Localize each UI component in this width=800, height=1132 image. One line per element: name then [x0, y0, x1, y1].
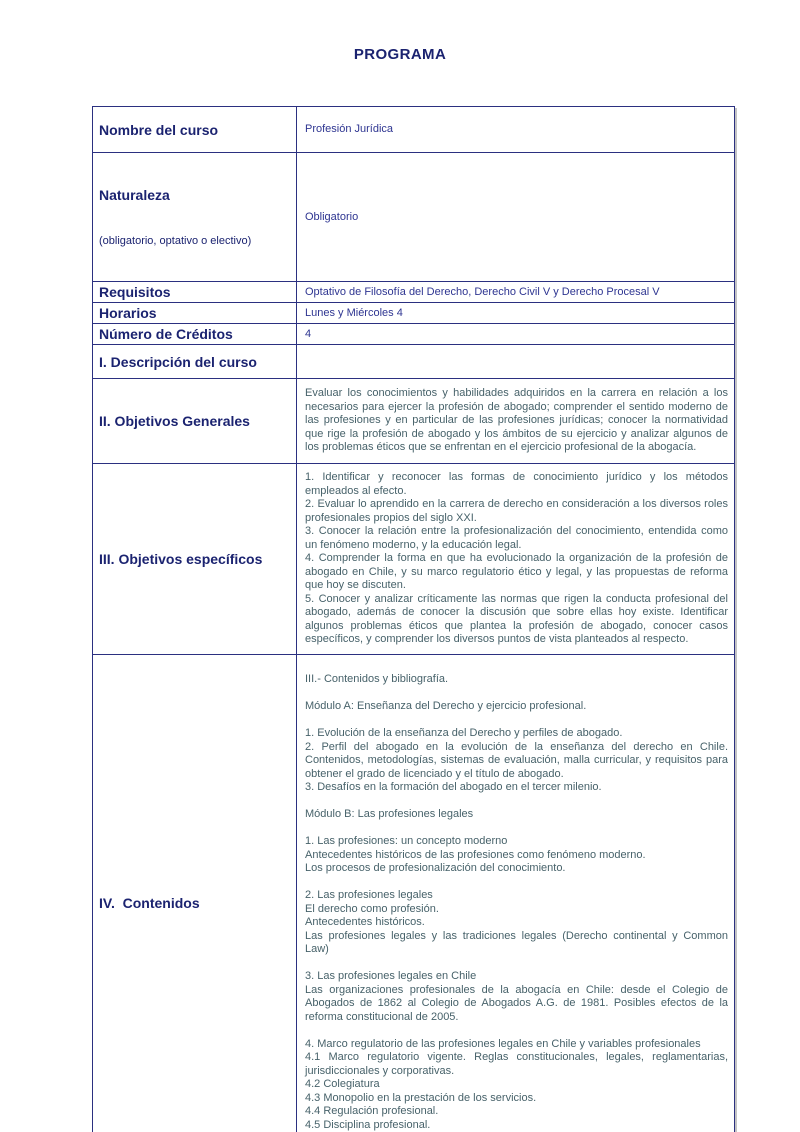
paragraph: Antecedentes históricos de las profesiones como fenómeno moderno.	[305, 848, 646, 861]
objetivos-especificos-body	[297, 464, 735, 655]
paragraph: 2. Las profesiones legales	[305, 889, 433, 901]
row-requisitos	[93, 282, 735, 303]
row-descripcion	[93, 345, 735, 379]
content-block	[305, 673, 728, 687]
paragraph: 4.1 Marco regulatorio vigente. Reglas constitucionales, legales, reglamentarias, jurisdiccionales y corporativas.	[305, 1051, 728, 1077]
requisitos-value: Optativo de Filosofía del Derecho, Derecho Civil V y Derecho Procesal V	[297, 282, 735, 303]
paragraph: Módulo A: Enseñanza del Derecho y ejercicio profesional.	[305, 700, 587, 712]
paragraph: 3. Desafíos en la formación del abogado en el tercer milenio.	[305, 781, 602, 793]
row-naturaleza	[93, 153, 735, 282]
paragraph: 2. Perfil del abogado en la evolución de la enseñanza del derecho en Chile. Contenidos, metodologías, sistemas de evaluación, malla curricular, y requisitos para obtener el grado de licenciado y el título de abogado.	[305, 740, 728, 780]
row-objetivos-generales	[93, 379, 735, 464]
contenidos-label: IV. Contenidos	[93, 655, 297, 1132]
nombre-curso-label: Nombre del curso	[93, 107, 297, 153]
content-block	[305, 808, 728, 822]
course-table	[92, 106, 735, 1132]
paragraph: 4. Marco regulatorio de las profesiones legales en Chile y variables profesionales	[305, 1037, 701, 1050]
paragraph: 5. Conocer y analizar críticamente las normas que rigen la conducta profesional del abogado, además de conocer la discusión que sobre ellas hoy existe. Identificar algunos problemas éticos que plantea la profesión de abogado, conocer casos específicos, y comprender los diversos puntos de vista planteados al respecto.	[305, 592, 728, 646]
paragraph: 1. Evolución de la enseñanza del Derecho y perfiles de abogado.	[305, 727, 623, 739]
paragraph: Módulo B: Las profesiones legales	[305, 808, 474, 820]
row-creditos	[93, 324, 735, 345]
content-block	[305, 889, 728, 957]
paragraph: Las profesiones legales y las tradiciones legales (Derecho continental y Common Law)	[305, 929, 728, 955]
content-block	[305, 970, 728, 1024]
requisitos-label: Requisitos	[93, 282, 297, 303]
creditos-value: 4	[297, 324, 735, 345]
paragraph: Antecedentes históricos.	[305, 916, 425, 928]
paragraph: 4.3 Monopolio en la prestación de los servicios.	[305, 1091, 537, 1104]
objetivos-especificos-label: III. Objetivos específicos	[93, 464, 297, 655]
paragraph: 3. Las profesiones legales en Chile	[305, 970, 477, 982]
paragraph: III.- Contenidos y bibliografía.	[305, 673, 449, 685]
nombre-curso-value: Profesión Jurídica	[297, 107, 735, 153]
paragraph: 4.2 Colegiatura	[305, 1078, 380, 1090]
naturaleza-value: Obligatorio	[297, 153, 735, 282]
horarios-label: Horarios	[93, 303, 297, 324]
row-objetivos-especificos	[93, 464, 735, 655]
paragraph: El derecho como profesión.	[305, 902, 439, 915]
naturaleza-label-sub: (obligatorio, optativo o electivo)	[99, 235, 252, 247]
paragraph: 1. Las profesiones: un concepto moderno	[305, 835, 508, 847]
paragraph: 4.4 Regulación profesional.	[305, 1105, 439, 1117]
paragraph: 2. Evaluar lo aprendido en la carrera de derecho en consideración a los diversos roles profesionales propios del siglo XXI.	[305, 498, 728, 524]
content-block	[305, 700, 728, 714]
creditos-label: Número de Créditos	[93, 324, 297, 345]
naturaleza-label-main: Naturaleza	[99, 187, 170, 203]
paragraph: 4. Comprender la forma en que ha evolucionado la organización de la profesión de abogado en Chile, y su marco regulatorio ético y legal, y las propuestas de reforma que hoy se discuten.	[305, 552, 728, 592]
contenidos-body	[297, 655, 735, 1132]
descripcion-label: I. Descripción del curso	[93, 345, 297, 379]
paragraph: Las organizaciones profesionales de la abogacía en Chile: desde el Colegio de Abogados de 1862 al Colegio de Abogados A.G. de 1981. Posibles efectos de la reforma constitucional de 2005.	[305, 983, 728, 1023]
row-horarios	[93, 303, 735, 324]
row-nombre-curso	[93, 107, 735, 153]
objetivos-generales-body	[297, 379, 735, 464]
content-block	[305, 727, 728, 795]
row-contenidos	[93, 655, 735, 1132]
paragraph: 1. Identificar y reconocer las formas de conocimiento jurídico y los métodos empleados al efecto.	[305, 471, 728, 497]
paragraph: Evaluar los conocimientos y habilidades adquiridos en la carrera en relación a los necesarios para ejercer la profesión de abogado; comprender el sentido moderno de las profesiones y en particular de las profesiones jurídicas; conocer la normatividad que rige la profesión de abogado y los ámbitos de su ejercicio y analizar algunos de los problemas éticos que se enfrentan en el ejercicio profesional de la abogacía.	[305, 387, 728, 454]
objetivos-generales-label: II. Objetivos Generales	[93, 379, 297, 464]
content-block	[305, 835, 728, 876]
document-title: PROGRAMA	[353, 46, 447, 63]
naturaleza-label	[93, 153, 297, 282]
content-block	[305, 1038, 728, 1132]
horarios-value: Lunes y Miércoles 4	[297, 303, 735, 324]
paragraph: 4.5 Disciplina profesional.	[305, 1118, 431, 1131]
paragraph: Los procesos de profesionalización del conocimiento.	[305, 862, 566, 874]
descripcion-value	[297, 345, 735, 379]
paragraph: 3. Conocer la relación entre la profesionalización del conocimiento, entendida como un fenómeno moderno, y la educación legal.	[305, 525, 728, 551]
